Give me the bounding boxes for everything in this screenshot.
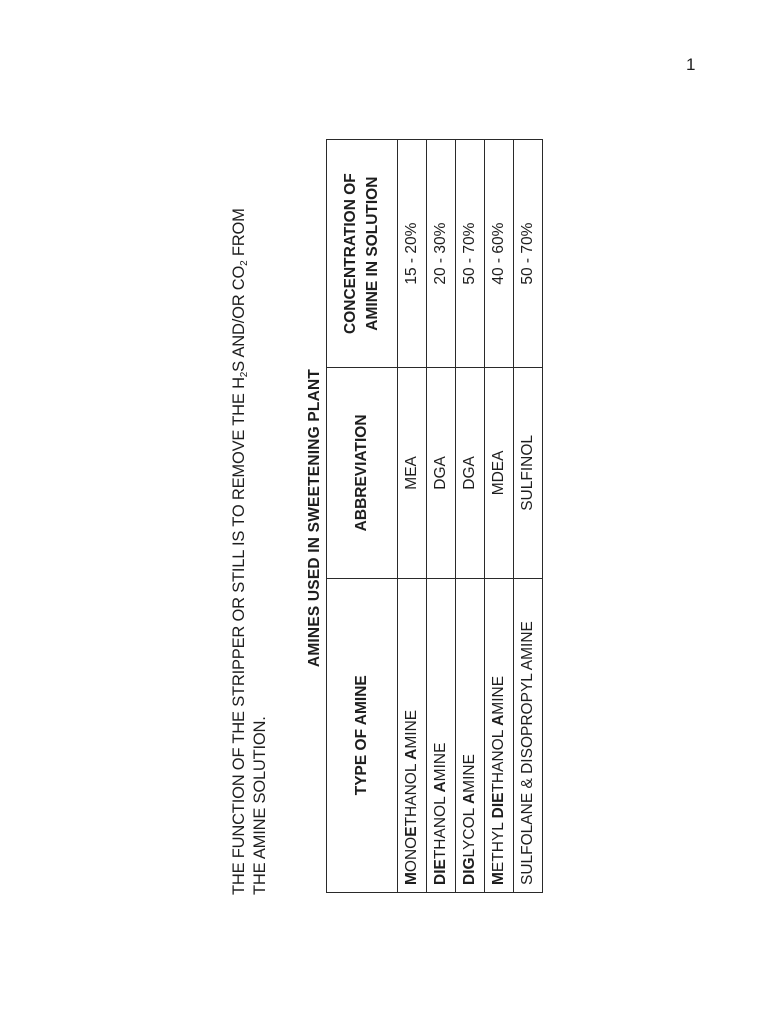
amine-text: MINE [490, 675, 507, 715]
cell-amine-type [456, 578, 485, 892]
table-row [398, 140, 427, 893]
amines-table [326, 139, 543, 893]
amine-initial: DIG [461, 857, 478, 885]
header-abbreviation: ABBREVIATION [327, 368, 398, 578]
amine-initial: DIE [490, 792, 507, 819]
amine-initial: DIE [432, 859, 449, 885]
cell-abbreviation: SULFINOL [514, 368, 543, 578]
table-caption: AMINES USED IN SWEETENING PLANT [306, 368, 323, 668]
amine-text: LYCOL [461, 804, 478, 858]
page-number: 1 [686, 55, 696, 74]
amine-text: THANOL [403, 759, 420, 827]
cell-abbreviation: MDEA [485, 368, 514, 578]
cell-amine-type [398, 578, 427, 892]
amine-initial: E [403, 826, 420, 837]
amine-initial: A [490, 714, 507, 726]
intro-text: FROM [230, 208, 248, 261]
table-row [427, 140, 456, 893]
header-concentration-line: CONCENTRATION OF [342, 173, 359, 334]
table-row [485, 140, 514, 893]
intro-text: S AND/OR CO [230, 265, 248, 372]
header-concentration-line: AMINE IN SOLUTION [364, 176, 381, 331]
cell-abbreviation: DGA [427, 368, 456, 578]
cell-concentration: 15 - 20% [398, 140, 427, 368]
subscript: 2 [239, 260, 250, 266]
amine-initial: A [432, 781, 449, 793]
amine-text: SULFOLANE & DISOPROPYL AMINE [519, 621, 536, 885]
table-row [514, 140, 543, 893]
amine-text: ETHYL [490, 818, 507, 873]
cell-concentration: 40 - 60% [485, 140, 514, 368]
amine-text: THANOL [432, 792, 449, 860]
amine-text: MINE [432, 742, 449, 782]
table-body [398, 140, 543, 893]
amine-text: ONO [403, 836, 420, 873]
amine-initial: M [490, 872, 507, 885]
intro-text: THE AMINE SOLUTION. [251, 716, 269, 895]
amine-text: THANOL [490, 725, 507, 793]
table-header-row [327, 140, 398, 893]
cell-concentration: 50 - 70% [456, 140, 485, 368]
amine-initial: A [403, 748, 420, 760]
cell-abbreviation: DGA [456, 368, 485, 578]
cell-amine-type [485, 578, 514, 892]
amine-text: MINE [461, 754, 478, 793]
cell-abbreviation: MEA [398, 368, 427, 578]
amine-text: MINE [403, 709, 420, 749]
header-type: TYPE OF AMINE [327, 578, 398, 892]
amine-initial: M [403, 872, 420, 885]
table-row [456, 140, 485, 893]
cell-concentration: 20 - 30% [427, 140, 456, 368]
subscript: 2 [239, 371, 250, 378]
amine-initial: A [461, 792, 478, 805]
cell-amine-type [427, 578, 456, 892]
rotated-content [225, 135, 545, 895]
intro-text: THE FUNCTION OF THE STRIPPER OR STILL IS TO REMOVE THE H [230, 377, 248, 895]
cell-concentration: 50 - 70% [514, 140, 543, 368]
header-concentration [327, 140, 398, 368]
intro-paragraph [229, 135, 271, 895]
cell-amine-type [514, 578, 543, 892]
